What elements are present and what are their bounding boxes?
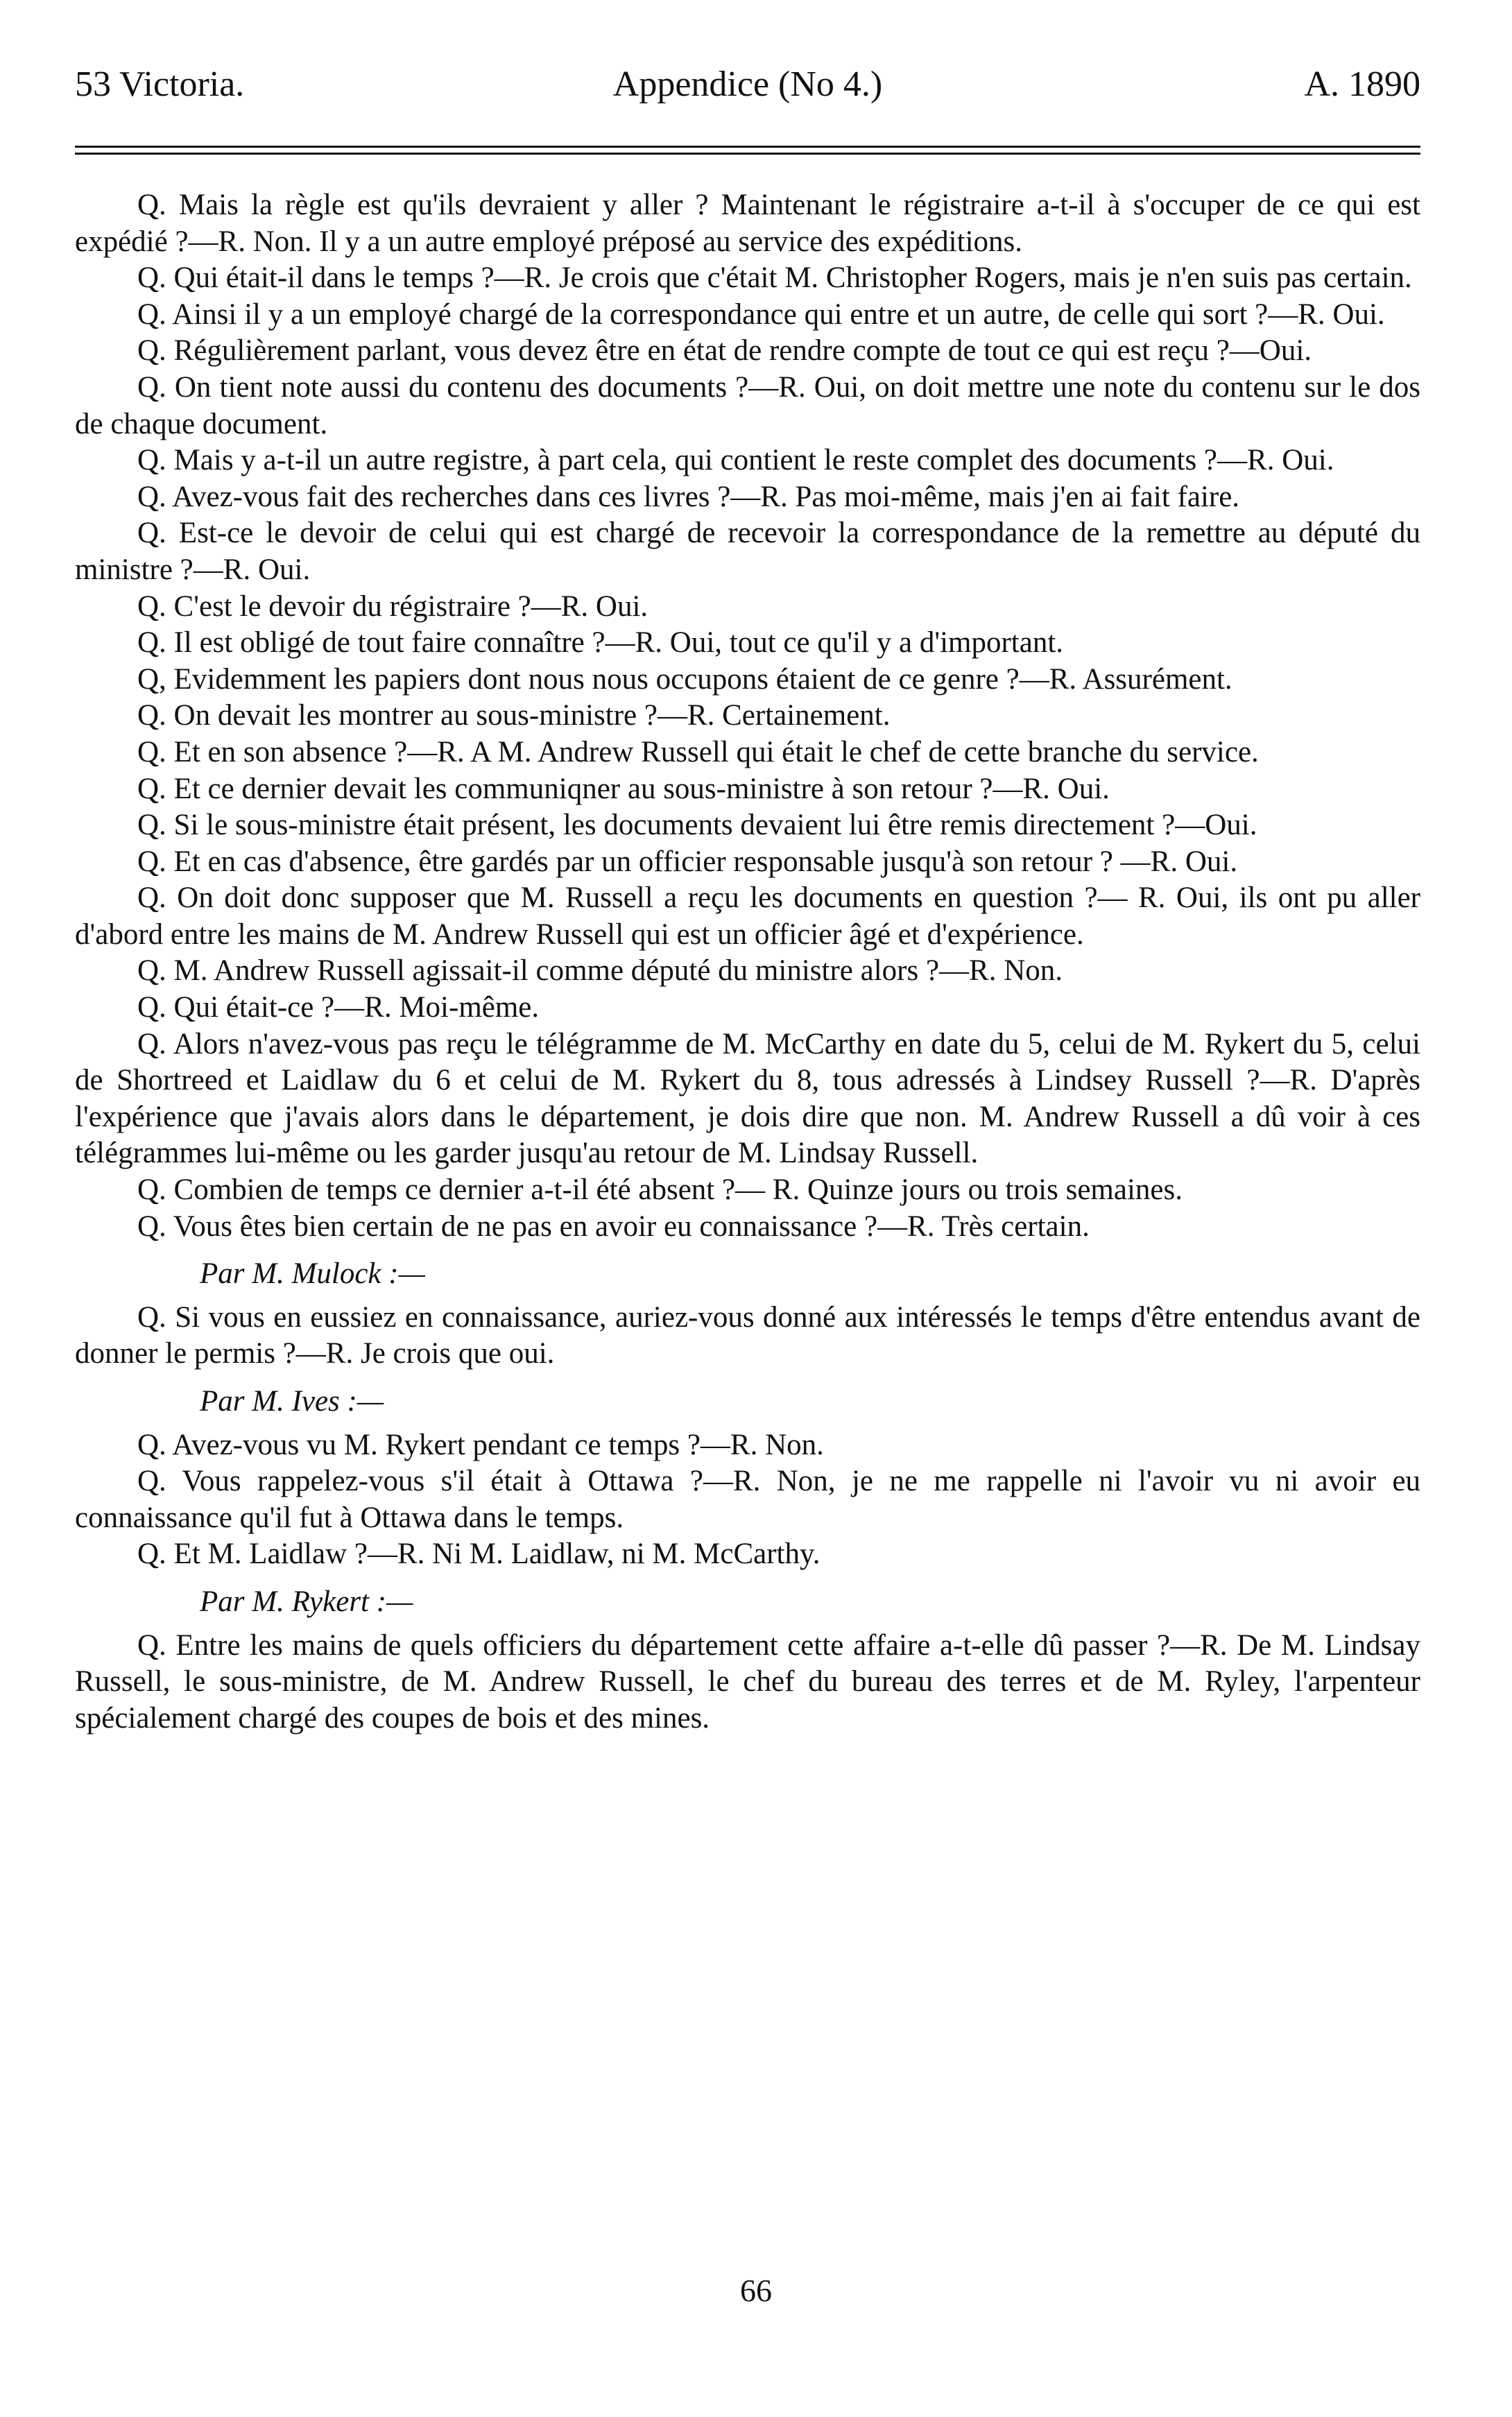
- paragraph: Q. Et en cas d'absence, être gardés par un officier responsable jusqu'à son retour ? —R. Oui.: [137, 845, 1238, 878]
- page-header: [75, 64, 1420, 119]
- paragraph: Q. On tient note aussi du contenu des documents ?—R. Oui, on doit mettre une note du contenu sur le dos de chaque document.: [75, 370, 1420, 440]
- paragraph: Q. Mais y a-t-il un autre registre, à part cela, qui contient le reste complet des documents ?—R. Oui.: [137, 444, 1334, 477]
- page-number: 66: [740, 2273, 772, 2308]
- header-rule-bottom: [75, 153, 1420, 155]
- paragraph: Q. On doit donc supposer que M. Russell a reçu les documents en question ?— R. Oui, ils ont pu aller d'abord entre les mains de M. Andrew Russell qui est un officier âgé et d'expérience.: [75, 881, 1420, 951]
- paragraph: Q. Ainsi il y a un employé chargé de la correspondance qui entre et un autre, de celle qui sort ?—R. Oui.: [137, 298, 1385, 331]
- header-year: A. 1890: [1304, 64, 1420, 104]
- paragraph: Q. Il est obligé de tout faire connaître ?—R. Oui, tout ce qu'il y a d'important.: [137, 626, 1064, 660]
- body-text: [75, 187, 1420, 1737]
- section-heading-mulock: Par M. Mulock :—: [200, 1257, 425, 1291]
- paragraph: Q. Avez-vous vu M. Rykert pendant ce temps ?—R. Non.: [137, 1428, 824, 1461]
- paragraph: Q. Alors n'avez-vous pas reçu le télégramme de M. McCarthy en date du 5, celui de M. Rykert du 5, celui de Shortreed et Laidlaw du 6 et celui de M. Rykert du 8, tous adressés à Lindsey Russell ?—R. D'après l'expérience que j'avais alors dans le département, je dois dire que non. M. Andrew Russell a dû voir à ces télégrammes lui-même ou les garder jusqu'au retour de M. Lindsay Russell.: [75, 1027, 1420, 1170]
- paragraph: Q, Evidemment les papiers dont nous nous occupons étaient de ce genre ?—R. Assurément.: [137, 662, 1232, 696]
- paragraph: Q. Avez-vous fait des recherches dans ces livres ?—R. Pas moi-même, mais j'en ai fait faire.: [137, 480, 1240, 513]
- paragraph: Q. Vous rappelez-vous s'il était à Ottawa ?—R. Non, je ne me rappelle ni l'avoir vu ni avoir eu connaissance qu'il fut à Ottawa dans le temps.: [75, 1465, 1420, 1534]
- paragraph: Q. Et M. Laidlaw ?—R. Ni M. Laidlaw, ni M. McCarthy.: [137, 1538, 821, 1571]
- paragraph: Q. C'est le devoir du régistraire ?—R. Oui.: [137, 590, 648, 623]
- paragraph: Q. On devait les montrer au sous-ministre ?—R. Certainement.: [137, 699, 891, 732]
- paragraph: Q. Et ce dernier devait les communiqner au sous-ministre à son retour ?—R. Oui.: [137, 772, 1110, 805]
- header-rule-top: [75, 146, 1420, 148]
- paragraph: Q. Régulièrement parlant, vous devez être en état de rendre compte de tout ce qui est reçu ?—Oui.: [137, 334, 1312, 368]
- paragraph: Q. Mais la règle est qu'ils devraient y aller ? Maintenant le régistraire a-t-il à s'occuper de ce qui est expédié ?—R. Non. Il y a un autre employé préposé au service des expéditions.: [75, 189, 1420, 258]
- paragraph: Q. Qui était-il dans le temps ?—R. Je crois que c'était M. Christopher Rogers, mais je n'en suis pas certain.: [137, 261, 1412, 295]
- paragraph: Q. Combien de temps ce dernier a-t-il été absent ?— R. Quinze jours ou trois semaines.: [137, 1173, 1183, 1207]
- paragraph: Q. Si vous en eussiez en connaissance, auriez-vous donné aux intéressés le temps d'être entendus avant de donner le permis ?—R. Je crois que oui.: [75, 1300, 1420, 1370]
- paragraph: Q. Entre les mains de quels officiers du département cette affaire a-t-elle dû passer ?—R. De M. Lindsay Russell, le sous-ministre, de M. Andrew Russell, le chef du bureau des terres et de M. Ryley, l'arpenteur spécialement chargé des coupes de bois et des mines.: [75, 1628, 1420, 1735]
- section-heading-ives: Par M. Ives :—: [200, 1385, 384, 1418]
- paragraph: Q. M. Andrew Russell agissait-il comme député du ministre alors ?—R. Non.: [137, 954, 1063, 988]
- paragraph: Q. Et en son absence ?—R. A M. Andrew Russell qui était le chef de cette branche du service.: [137, 735, 1259, 768]
- paragraph: Q. Si le sous-ministre était présent, les documents devaient lui être remis directement ?—Oui.: [137, 809, 1257, 842]
- paragraph: Q. Est-ce le devoir de celui qui est chargé de recevoir la correspondance de la remettre au député du ministre ?—R. Oui.: [75, 517, 1420, 586]
- header-appendix: Appendice (No 4.): [612, 64, 883, 104]
- header-volume: 53 Victoria.: [75, 64, 245, 104]
- paragraph: Q. Qui était-ce ?—R. Moi-même.: [137, 991, 540, 1024]
- section-heading-rykert: Par M. Rykert :—: [200, 1585, 413, 1618]
- paragraph: Q. Vous êtes bien certain de ne pas en avoir eu connaissance ?—R. Très certain.: [137, 1210, 1090, 1243]
